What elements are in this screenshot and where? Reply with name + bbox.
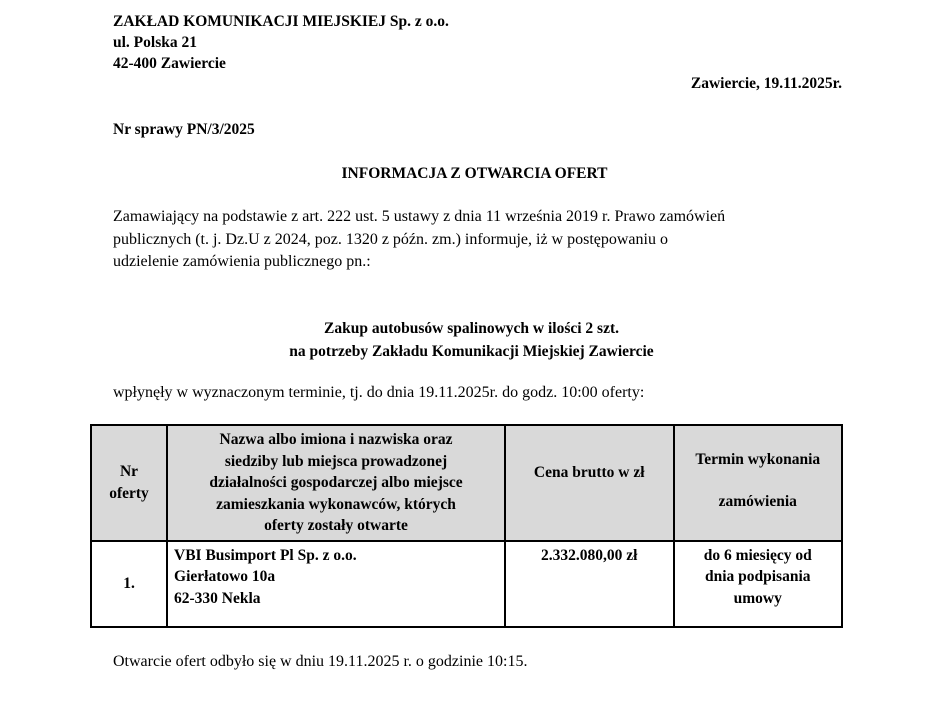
intro-line: publicznych (t. j. Dz.U z 2024, poz. 1320 z późn. zm.) informuje, iż w postępowaniu o [113,230,668,248]
header-text: Termin wykonania [695,451,821,468]
subject-line: na potrzeby Zakładu Komunikacji Miejskiej Zawiercie [289,343,654,360]
offers-table [90,424,843,628]
closing-statement: Otwarcie ofert odbyło się w dniu 19.11.2025 r. o godzinie 10:15. [113,653,528,670]
sender-address-block [113,11,449,74]
header-text: Nr [119,463,139,481]
contractor-name: VBI Busimport Pl Sp. z o.o. [174,546,357,564]
sender-name: ZAKŁAD KOMUNIKACJI MIEJSKIEJ Sp. z o.o. [113,13,449,30]
case-number: Nr sprawy PN/3/2025 [113,121,255,138]
header-gross-price [505,425,673,541]
contractor-city: 62-330 Nekla [174,589,261,607]
table-row [91,541,842,627]
procurement-subject [0,317,943,363]
term-text: umowy [733,589,782,607]
sender-street: ul. Polska 21 [113,34,197,51]
term-text: do 6 miesięcy od [703,546,812,564]
header-text: Nazwa albo imiona i nazwiska oraz [219,431,453,448]
header-text: oferty zostały otwarte [264,517,408,534]
header-text: działalności gospodarczej albo miejsce [209,474,463,491]
sender-city: 42-400 Zawiercie [113,55,226,72]
table-header-row [91,425,842,541]
contractor-street: Gierłatowo 10a [174,568,276,585]
cell-contractor [167,541,505,627]
cell-completion-term [674,541,843,627]
header-text: oferty [109,484,149,502]
document-date: Zawiercie, 19.11.2025r. [690,75,842,92]
intro-paragraph [113,206,848,274]
header-contractor-name [167,425,505,541]
document-title: INFORMACJA Z OTWARCIA OFERT [341,165,608,182]
header-text-block [681,449,836,512]
term-text: dnia podpisania [704,568,811,585]
intro-line: udzielenie zamówienia publicznego pn.: [113,253,371,270]
cell-offer-number: 1. [91,541,167,627]
header-text: siedziby lub miejsca prowadzonej [224,452,448,470]
header-text: Cena brutto w zł [533,464,645,481]
subject-line: Zakup autobusów spalinowych w ilości 2 szt. [324,320,619,337]
cell-gross-price: 2.332.080,00 zł [505,541,673,627]
intro-line: Zamawiający na podstawie z art. 222 ust. 5 ustawy z dnia 11 września 2019 r. Prawo zamówień [113,208,726,225]
received-offers-text: wpłynęły w wyznaczonym terminie, tj. do dnia 19.11.2025r. do godz. 10:00 oferty: [113,384,645,401]
header-completion-term [674,425,843,541]
header-text: zamówienia [718,492,797,510]
header-text: zamieszkania wykonawców, których [216,495,456,513]
header-offer-number [91,425,167,541]
